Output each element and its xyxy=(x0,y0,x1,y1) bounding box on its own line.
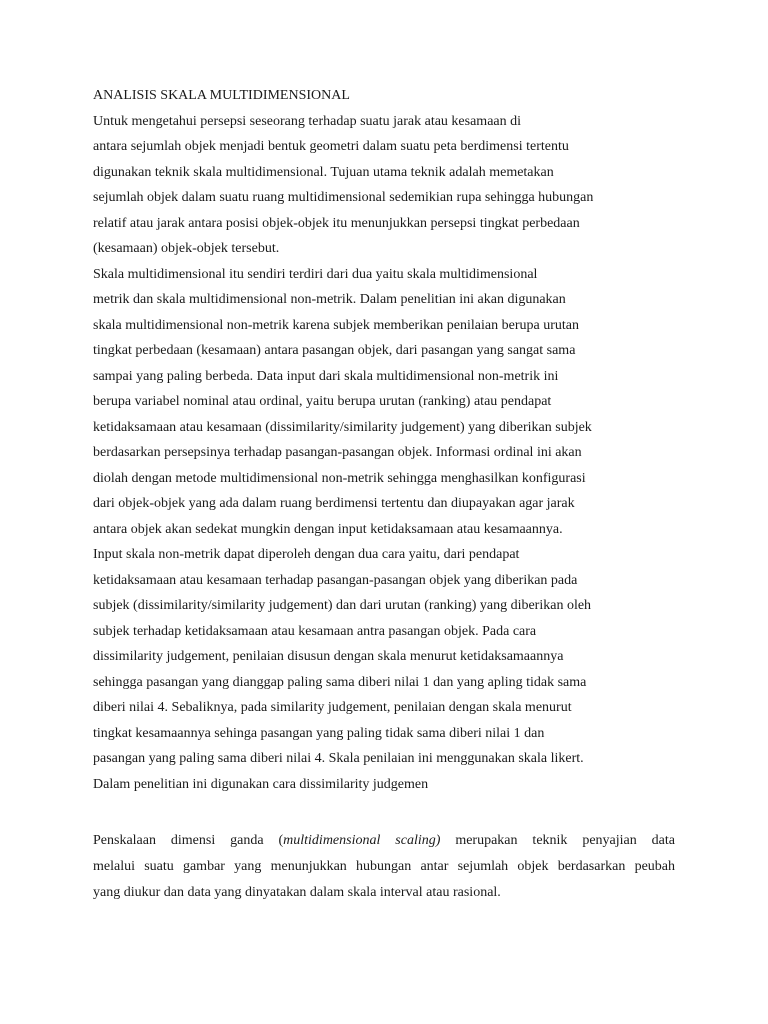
text-line: diberi nilai 4. Sebaliknya, pada similarity judgement, penilaian dengan skala menurut xyxy=(93,700,572,715)
text-line: dissimilarity judgement, penilaian disusun dengan skala menurut ketidaksamaannya xyxy=(93,649,564,664)
text-line: relatif atau jarak antara posisi objek-objek itu menunjukkan persepsi tingkat perbedaan xyxy=(93,215,580,231)
text-line: ketidaksamaan atau kesamaan (dissimilarity/similarity judgement) yang diberikan subjek xyxy=(93,419,592,435)
text-line: digunakan teknik skala multidimensional. Tujuan utama teknik adalah memetakan xyxy=(93,164,554,180)
text-line: berdasarkan persepsinya terhadap pasangan-pasangan objek. Informasi ordinal ini akan xyxy=(93,445,582,460)
text-line: antara sejumlah objek menjadi bentuk geometri dalam suatu peta berdimensi tertentu xyxy=(93,139,569,154)
text-line: tingkat perbedaan (kesamaan) antara pasangan objek, dari pasangan yang sangat sama xyxy=(93,343,576,358)
text-line: dari objek-objek yang ada dalam ruang berdimensi tertentu dan diupayakan agar jarak xyxy=(93,496,575,511)
text-line: Skala multidimensional itu sendiri terdiri dari dua yaitu skala multidimensional xyxy=(93,266,538,282)
text-line: sehingga pasangan yang dianggap paling sama diberi nilai 1 dan yang apling tidak sama xyxy=(93,674,587,690)
first-section xyxy=(93,83,693,797)
text-line: subjek (dissimilarity/similarity judgement) dan dari urutan (ranking) yang diberikan oleh xyxy=(93,598,592,613)
justified-line: melalui suatu gambar yang menunjukkan hubungan antar sejumlah objek berdasarkan peubah xyxy=(93,859,675,874)
italic-term: multidimensional scaling) xyxy=(283,833,441,848)
text-line: ketidaksamaan atau kesamaan terhadap pasangan-pasangan objek yang diberikan pada xyxy=(93,572,578,588)
text-line: subjek terhadap ketidaksamaan atau kesamaan antra pasangan objek. Pada cara xyxy=(93,623,537,639)
text-line: pasangan yang paling sama diberi nilai 4. Skala penilaian ini menggunakan skala likert. xyxy=(93,751,584,766)
text-line: (kesamaan) objek-objek tersebut. xyxy=(93,241,280,256)
text-line: sejumlah objek dalam suatu ruang multidimensional sedemikian rupa sehingga hubungan xyxy=(93,190,594,205)
text-line: metrik dan skala multidimensional non-metrik. Dalam penelitian ini akan digunakan xyxy=(93,292,566,307)
text-line: antara objek akan sedekat mungkin dengan input ketidaksamaan atau kesamaannya. xyxy=(93,521,563,537)
text-line: diolah dengan metode multidimensional non-metrik sehingga menghasilkan konfigurasi xyxy=(93,470,586,486)
text-line: sampai yang paling berbeda. Data input dari skala multidimensional non-metrik ini xyxy=(93,368,559,384)
text-line: Input skala non-metrik dapat diperoleh dengan dua cara yaitu, dari pendapat xyxy=(93,547,520,562)
text-segment: merupakan teknik penyajian data xyxy=(440,833,675,848)
text-line: tingkat kesamaannya sehinga pasangan yang paling tidak sama diberi nilai 1 dan xyxy=(93,725,545,741)
text-line: skala multidimensional non-metrik karena subjek memberikan penilaian berupa urutan xyxy=(93,317,579,333)
text-line: Dalam penelitian ini digunakan cara dissimilarity judgemen xyxy=(93,776,429,792)
text-line: berupa variabel nominal atau ordinal, yaitu berupa urutan (ranking) atau pendapat xyxy=(93,394,552,409)
text-line: yang diukur dan data yang dinyatakan dalam skala interval atau rasional. xyxy=(93,885,501,900)
document-title: ANALISIS SKALA MULTIDIMENSIONAL xyxy=(93,88,350,103)
text-line: Untuk mengetahui persepsi seseorang terhadap suatu jarak atau kesamaan di xyxy=(93,113,522,129)
second-paragraph xyxy=(93,828,675,906)
text-segment: Penskalaan dimensi ganda ( xyxy=(93,833,284,848)
justified-line xyxy=(93,828,675,854)
